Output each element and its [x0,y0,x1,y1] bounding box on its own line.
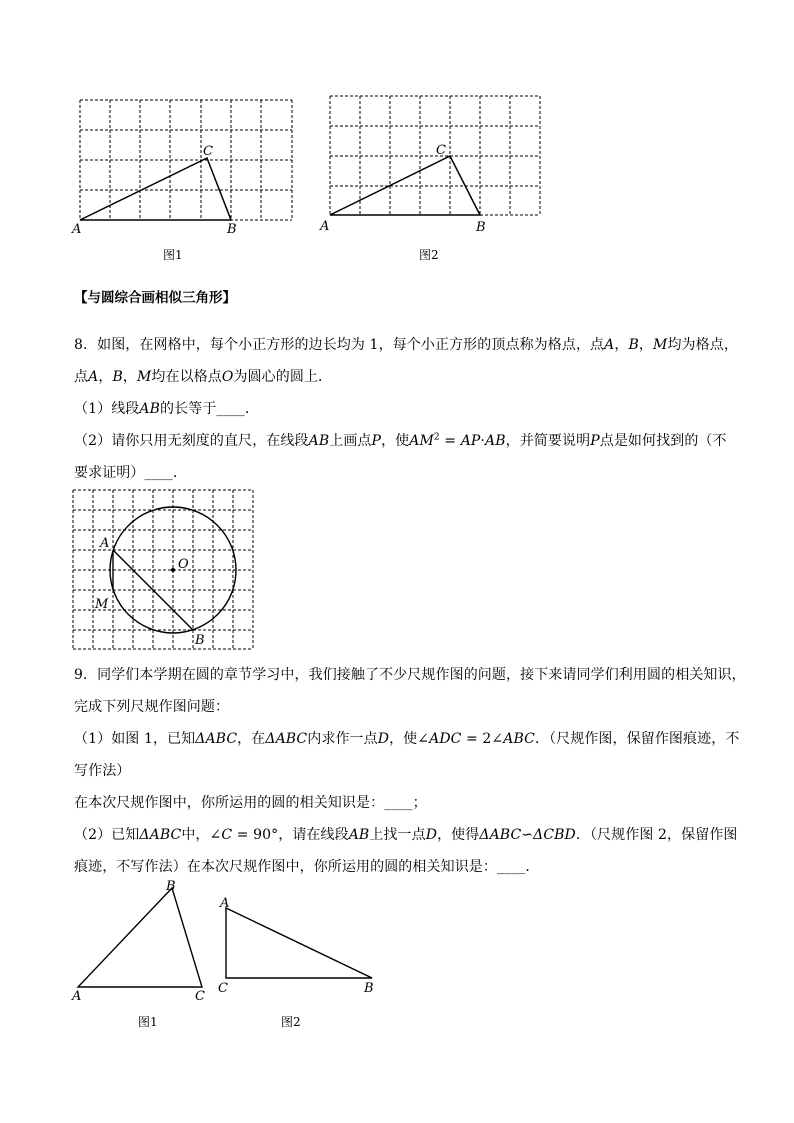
q9-part-1-line-1: （1）如图 1，已知ΔABC，在ΔABC内求作一点D，使∠ADC = 2∠ABC．（尺规作图，保留作图痕迹，不 [74,731,740,747]
caption-fig1: 图1 [163,248,183,262]
label-a: A [72,222,82,237]
caption-fig2: 图2 [419,248,439,262]
label-c: C [436,143,446,158]
q8-circle-figure [70,486,270,656]
triangle-abc [78,888,202,987]
q8-part-1: （1）线段AB的长等于____． [74,401,259,417]
label-a: A [320,219,330,234]
q9-line-1: 9．同学们本学期在圆的章节学习中，我们接触了不少尺规作图的问题，接下来请同学们利用圆的相关知识， [74,667,746,683]
q9-part-1-line-2: 写作法） [74,763,131,779]
q9-line-2: 完成下列尺规作图问题： [74,699,230,715]
caption-q9-fig1: 图1 [138,1015,158,1029]
grid-figure-2 [320,88,560,248]
label-m: M [95,597,109,612]
label-b: B [476,220,486,235]
q9-part-2-line-2: 痕迹，不写作法）在本次尺规作图中，你所运用的圆的相关知识是：____． [74,859,540,875]
triangle-abc [226,908,372,978]
q8-part-2-line-2: 要求证明）____． [74,465,187,481]
label-b: B [364,981,374,996]
caption-q9-fig2: 图2 [281,1015,301,1029]
label-a: A [100,536,110,551]
label-o: O [178,557,189,572]
q9-triangle-figure-1 [70,876,220,1006]
grid-figure-1 [70,90,310,250]
q9-part-1-line-3: 在本次尺规作图中，你所运用的圆的相关知识是：____； [74,795,427,811]
grid-lines [73,490,253,649]
label-b: B [227,222,237,237]
q8-line-1: 8．如图，在网格中，每个小正方形的边长均为 1，每个小正方形的顶点称为格点，点A，B，M均为格点， [74,337,738,353]
label-c: C [218,981,228,996]
label-c: C [203,144,213,159]
label-b: B [195,633,205,648]
label-a: A [72,989,82,1004]
section-heading: 【与圆综合画相似三角形】 [74,290,236,306]
grid-lines [330,96,540,215]
q8-part-2-line-1: （2）请你只用无刻度的直尺，在线段AB上画点P，使$AM^2 = AP\cdot AB$，并简要说明P点是如何找到的（不 [74,432,727,449]
q9-part-2-line-1: （2）已知ΔABC中，∠C = 90°，请在线段AB上找一点D，使得ΔABC∽ΔCBD．（尺规作图 2，保留作图 [74,827,738,843]
label-a: A [220,896,230,911]
center-point-o [171,568,175,572]
label-b: B [166,879,176,894]
label-c: C [195,989,205,1004]
q8-line-2: 点A，B，M均在以格点O为圆心的圆上． [74,369,333,385]
grid-lines [80,100,292,220]
triangle-abc [80,158,231,220]
q9-triangle-figure-2 [214,892,384,1002]
